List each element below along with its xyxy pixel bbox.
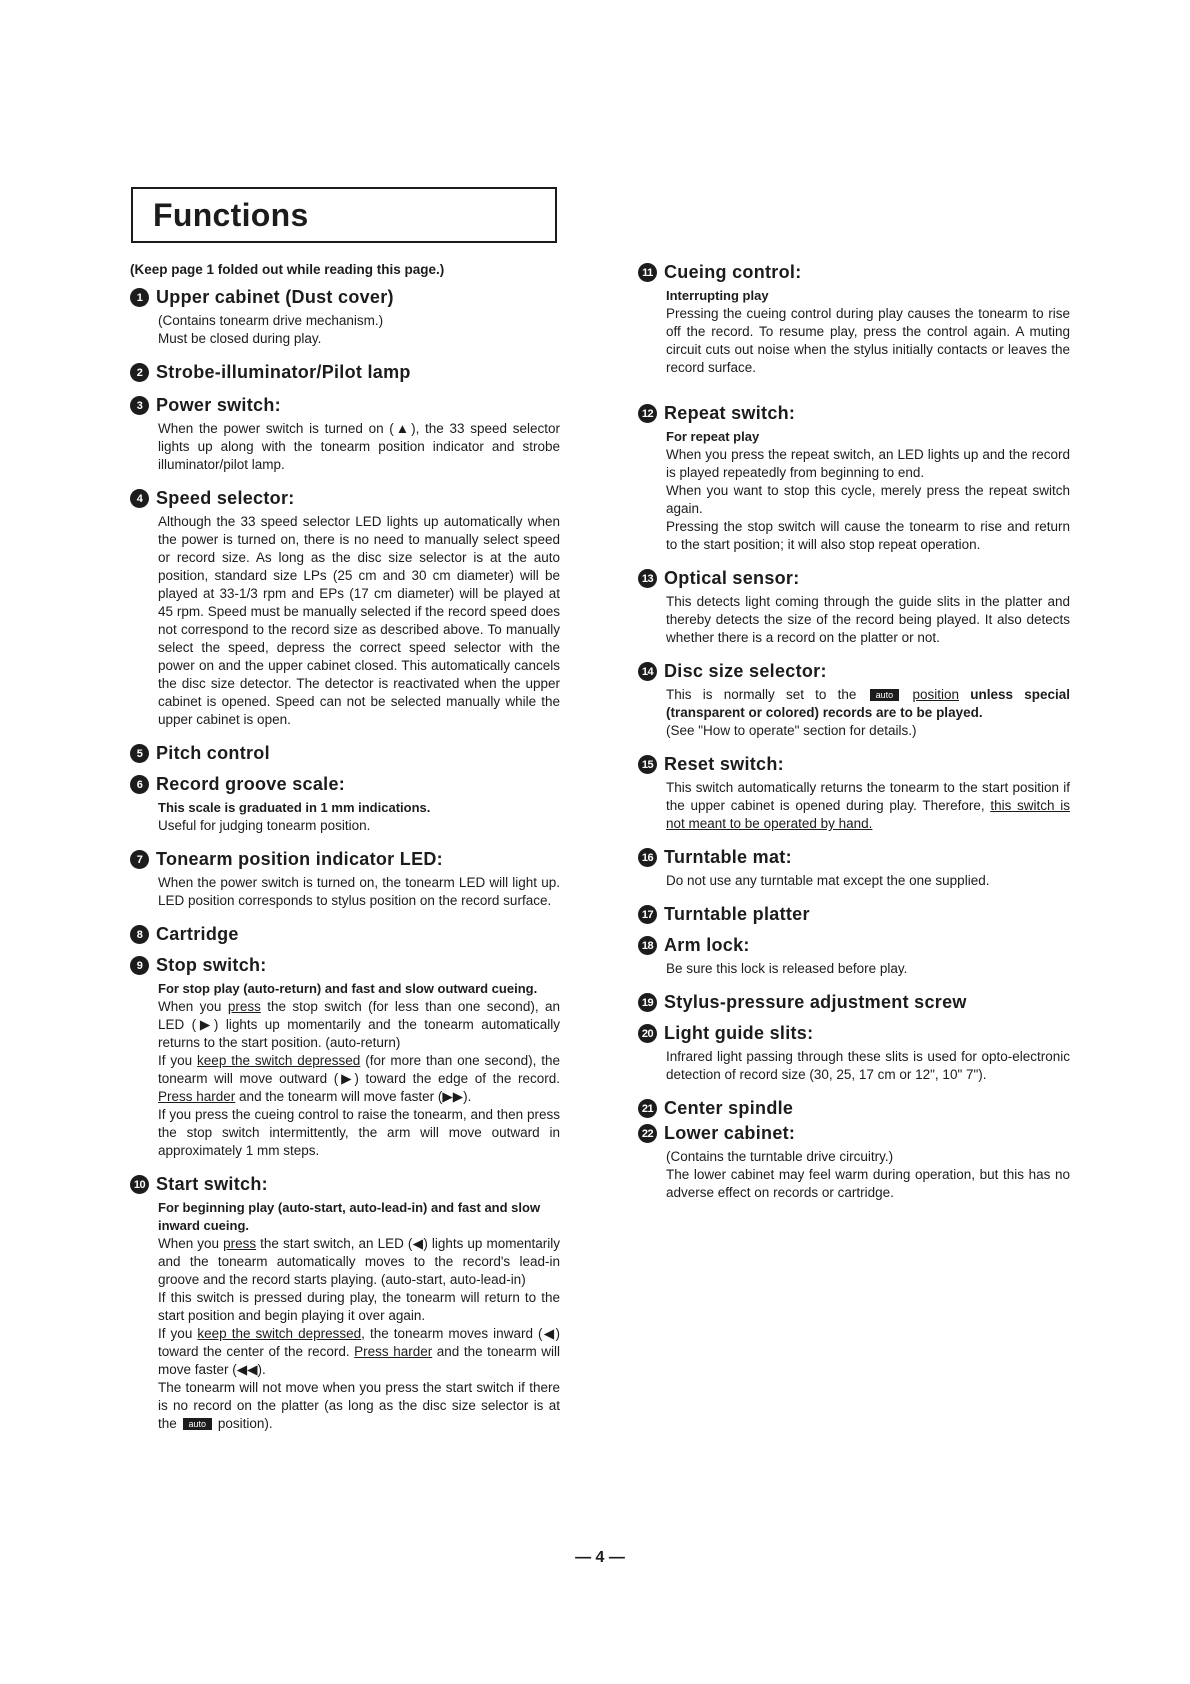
item-number-badge: 12 xyxy=(638,404,657,423)
item-number-badge: 17 xyxy=(638,905,657,924)
item-record-groove-scale xyxy=(130,774,560,835)
item-subheading: For beginning play (auto-start, auto-lead-in) and fast and slow inward cueing. xyxy=(158,1200,541,1233)
item-cueing-control xyxy=(638,262,1070,377)
item-text: If you keep the switch depressed, the tonearm moves inward (◀) toward the center of the record. Press harder and the tonearm will move faster (◀◀). xyxy=(158,1326,560,1377)
item-number-badge: 9 xyxy=(130,956,149,975)
auto-position-label: auto xyxy=(183,1418,213,1430)
item-heading: Cartridge xyxy=(156,924,239,944)
auto-position-label: auto xyxy=(870,689,900,701)
item-heading: Reset switch: xyxy=(664,754,784,774)
item-number-badge: 16 xyxy=(638,848,657,867)
item-text: This detects light coming through the guide slits in the platter and thereby detects the size of the record being played. It also detects whether there is a record on the platter or not. xyxy=(666,594,1070,645)
item-subheading: For stop play (auto-return) and fast and slow outward cueing. xyxy=(158,981,538,996)
item-number-badge: 18 xyxy=(638,936,657,955)
item-text: When you press the repeat switch, an LED lights up and the record is played repeatedly from beginning to end. xyxy=(666,447,1070,480)
item-heading: Stop switch: xyxy=(156,955,267,975)
item-number-badge: 13 xyxy=(638,569,657,588)
item-light-guide-slits xyxy=(638,1023,1070,1084)
item-text: Do not use any turntable mat except the one supplied. xyxy=(666,873,990,888)
item-number-badge: 14 xyxy=(638,662,657,681)
item-heading: Pitch control xyxy=(156,743,270,763)
item-text: This is normally set to the auto position unless special (transparent or colored) records are to be played. xyxy=(666,687,1070,720)
item-number-badge: 20 xyxy=(638,1024,657,1043)
item-text: (Contains tonearm drive mechanism.) xyxy=(158,313,384,328)
item-heading: Stylus-pressure adjustment screw xyxy=(664,992,967,1012)
right-column xyxy=(638,262,1070,1216)
left-column xyxy=(130,262,560,1447)
item-text: When the power switch is turned on, the tonearm LED will light up. LED position corresponds to stylus position on the record surface. xyxy=(158,875,560,908)
item-number-badge: 7 xyxy=(130,850,149,869)
section-title: Functions xyxy=(153,197,309,233)
item-text: Infrared light passing through these slits is used for opto-electronic detection of record size (30, 25, 17 cm or 12", 10" 7"). xyxy=(666,1049,1070,1082)
item-arm-lock xyxy=(638,935,1070,978)
item-text: Be sure this lock is released before play. xyxy=(666,961,908,976)
item-text: Must be closed during play. xyxy=(158,331,322,346)
item-heading: Turntable mat: xyxy=(664,847,792,867)
item-number-badge: 15 xyxy=(638,755,657,774)
item-text: If this switch is pressed during play, the tonearm will return to the start position and begin playing it over again. xyxy=(158,1290,560,1323)
item-number-badge: 6 xyxy=(130,775,149,794)
section-title-box xyxy=(131,187,557,243)
item-reset-switch xyxy=(638,754,1070,833)
item-subheading: This scale is graduated in 1 mm indications. xyxy=(158,800,431,815)
item-lower-cabinet xyxy=(638,1123,1070,1202)
item-number-badge: 22 xyxy=(638,1124,657,1143)
item-cartridge xyxy=(130,924,560,945)
item-number-badge: 4 xyxy=(130,489,149,508)
item-heading: Upper cabinet (Dust cover) xyxy=(156,287,394,307)
item-text: The tonearm will not move when you press the start switch if there is no record on the platter (as long as the disc size selector is at the auto position). xyxy=(158,1380,560,1431)
item-heading: Light guide slits: xyxy=(664,1023,814,1043)
item-text: If you keep the switch depressed (for more than one second), the tonearm will move outward (▶) toward the edge of the record. Press harder and the tonearm will move faster (▶▶). xyxy=(158,1053,560,1104)
item-text: Although the 33 speed selector LED lights up automatically when the power is turned on, there is no need to manually select speed or record size. As long as the disc size selector is at the auto position, standard size LPs (25 cm and 30 cm diameter) will be played at 33-1/3 rpm and EPs (17 cm diameter) will be played at 45 rpm. Speed must be manually selected if the record speed does not correspond to the record size as described above. To manually select the speed, depress the correct speed selector with the power on and the upper cabinet closed. This automatically cancels the disc size detector. The detector is reactivated when the upper cabinet is opened. Speed can not be selected manually while the upper cabinet is open. xyxy=(158,514,560,727)
item-strobe xyxy=(130,362,560,383)
item-heading: Optical sensor: xyxy=(664,568,800,588)
item-heading: Strobe-illuminator/Pilot lamp xyxy=(156,362,411,382)
item-subheading: For repeat play xyxy=(666,429,760,444)
item-text: Pressing the stop switch will cause the tonearm to rise and return to the start position; it will also stop repeat operation. xyxy=(666,519,1070,552)
item-center-spindle xyxy=(638,1098,1070,1119)
item-text: The lower cabinet may feel warm during operation, but this has no adverse effect on records or cartridge. xyxy=(666,1167,1070,1200)
item-optical-sensor xyxy=(638,568,1070,647)
item-heading: Turntable platter xyxy=(664,904,810,924)
item-power-switch xyxy=(130,395,560,474)
item-heading: Disc size selector: xyxy=(664,661,827,681)
item-start-switch xyxy=(130,1174,560,1433)
item-heading: Record groove scale: xyxy=(156,774,346,794)
item-number-badge: 11 xyxy=(638,263,657,282)
item-speed-selector xyxy=(130,488,560,729)
item-pitch-control xyxy=(130,743,560,764)
item-text: If you press the cueing control to raise the tonearm, and then press the stop switch intermittently, the arm will move outward in approximately 1 mm steps. xyxy=(158,1107,560,1158)
item-heading: Arm lock: xyxy=(664,935,750,955)
item-heading: Tonearm position indicator LED: xyxy=(156,849,443,869)
keep-note: (Keep page 1 folded out while reading this page.) xyxy=(130,262,445,277)
item-heading: Speed selector: xyxy=(156,488,295,508)
item-text: Pressing the cueing control during play causes the tonearm to rise off the record. To resume play, press the control again. A muting circuit cuts out noise when the stylus initially contacts or leaves the record surface. xyxy=(666,306,1070,375)
item-number-badge: 10 xyxy=(130,1175,149,1194)
item-stylus-pressure-screw xyxy=(638,992,1070,1013)
item-text: Useful for judging tonearm position. xyxy=(158,818,371,833)
item-number-badge: 21 xyxy=(638,1099,657,1118)
item-text: (Contains the turntable drive circuitry.) xyxy=(666,1149,894,1164)
item-turntable-mat xyxy=(638,847,1070,890)
item-turntable-platter xyxy=(638,904,1070,925)
item-text: When the power switch is turned on (▲), the 33 speed selector lights up along with the tonearm position indicator and strobe illuminator/pilot lamp. xyxy=(158,421,560,472)
item-number-badge: 1 xyxy=(130,288,149,307)
item-text: When you press the start switch, an LED (◀) lights up momentarily and the tonearm automatically moves to the record's lead-in groove and the record starts playing. (auto-start, auto-lead-in) xyxy=(158,1236,560,1287)
item-number-badge: 5 xyxy=(130,744,149,763)
page-number: — 4 — xyxy=(575,1549,625,1566)
item-number-badge: 8 xyxy=(130,925,149,944)
item-heading: Power switch: xyxy=(156,395,281,415)
item-disc-size-selector xyxy=(638,661,1070,740)
item-number-badge: 2 xyxy=(130,363,149,382)
item-number-badge: 3 xyxy=(130,396,149,415)
item-heading: Start switch: xyxy=(156,1174,268,1194)
item-text: When you press the stop switch (for less than one second), an LED (▶) lights up momentarily and the tonearm automatically returns to the start position. (auto-return) xyxy=(158,999,560,1050)
item-subheading: Interrupting play xyxy=(666,288,769,303)
item-heading: Cueing control: xyxy=(664,262,802,282)
item-tonearm-led xyxy=(130,849,560,910)
item-text: (See "How to operate" section for details.) xyxy=(666,723,917,738)
item-text: This switch automatically returns the tonearm to the start position if the upper cabinet is opened during play. Therefore, this switch is not meant to be operated by hand. xyxy=(666,780,1070,831)
item-heading: Repeat switch: xyxy=(664,403,796,423)
item-upper-cabinet xyxy=(130,287,560,348)
item-text: When you want to stop this cycle, merely press the repeat switch again. xyxy=(666,483,1070,516)
item-heading: Center spindle xyxy=(664,1098,794,1118)
item-heading: Lower cabinet: xyxy=(664,1123,796,1143)
item-number-badge: 19 xyxy=(638,993,657,1012)
item-repeat-switch xyxy=(638,403,1070,554)
item-stop-switch xyxy=(130,955,560,1160)
